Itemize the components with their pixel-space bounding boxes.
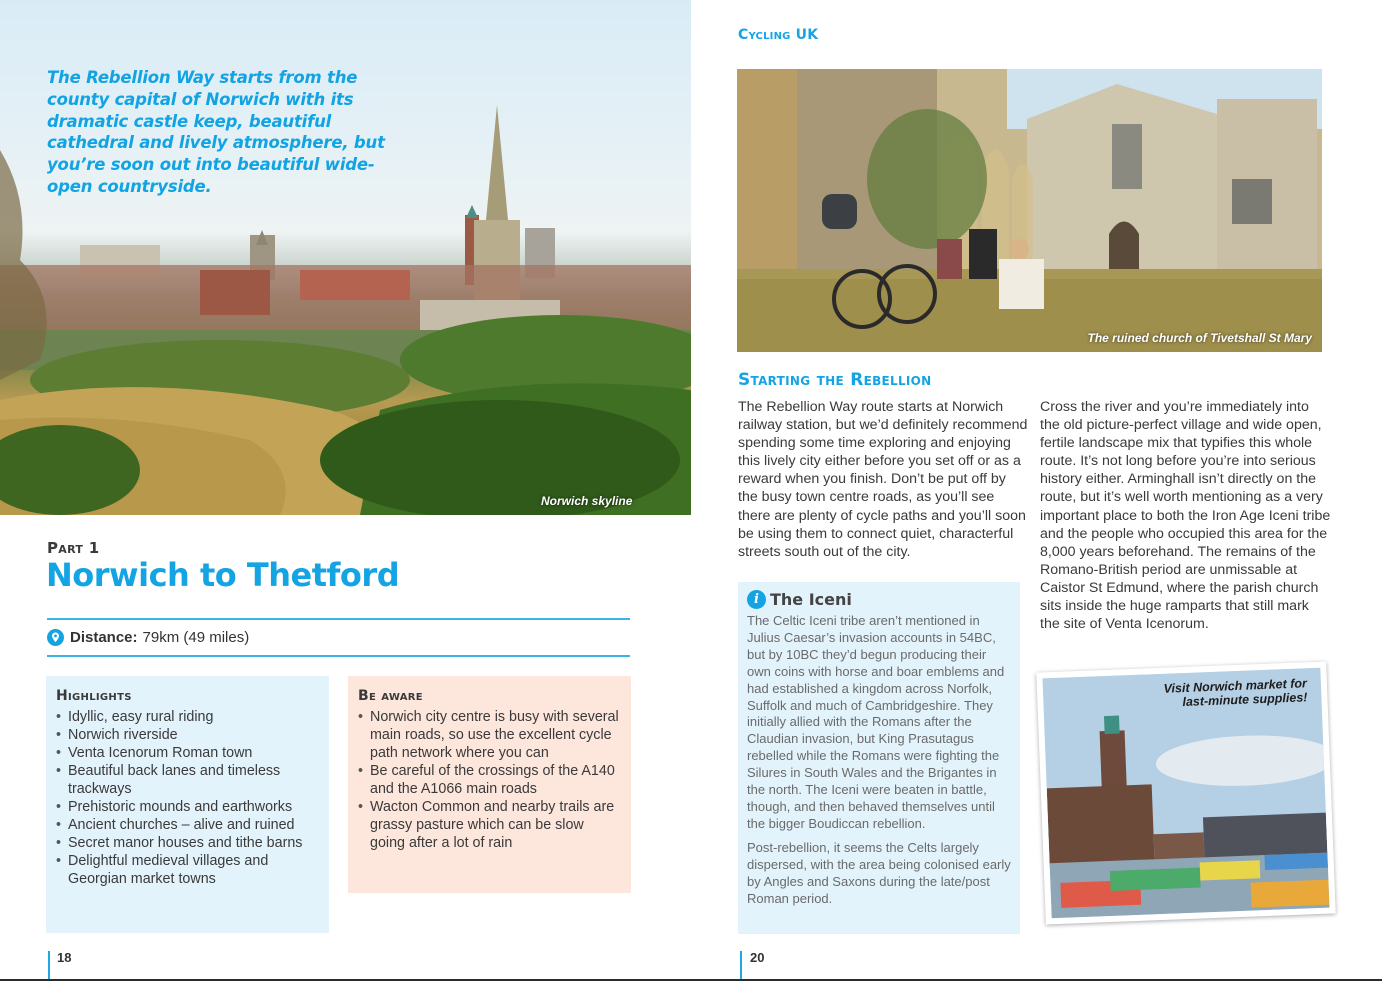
be-aware-list: [358, 708, 621, 852]
divider: [47, 618, 630, 620]
page-number-marker: [48, 951, 50, 981]
list-item: • Delightful medieval villages and Georgian market towns: [56, 852, 319, 888]
page-number-left: 18: [57, 950, 72, 965]
list-item: • Ancient churches – alive and ruined: [56, 816, 319, 834]
iceni-title: The Iceni: [770, 590, 852, 609]
highlights-title: Highlights: [56, 688, 132, 704]
body-column-2: Cross the river and you’re immediately into the old picture-perfect village and wide open, fertile landscape mix that typifies this whole route. It’s not long before you’re into serious history either. Arminghall isn’t directly on the route, but it’s well worth mentioning as a very important place to both the Iron Age Iceni tribe and the people who occupied this area for the 8,000 years beforehand. The remains of the Romano-British period are unmissable at Caistor St Edmund, where the parish church sits inside the huge ramparts that still mark the site of Venta Icenorum.: [1040, 399, 1331, 633]
hero-intro-text: The Rebellion Way starts from the county capital of Norwich with its dramatic castle keep, beautiful cathedral and lively atmosphere, but you’re soon out into beautiful wide-open countryside.: [47, 68, 385, 196]
market-caption-line-1: Visit Norwich market for: [1163, 676, 1308, 696]
list-item: • Prehistoric mounds and earthworks: [56, 798, 319, 816]
skyline-caption: Norwich skyline: [541, 494, 633, 508]
list-item: • Idyllic, easy rural riding: [56, 708, 319, 726]
market-caption: [1163, 676, 1307, 709]
page-title: Norwich to Thetford: [46, 556, 400, 594]
list-item: • Venta Icenorum Roman town: [56, 744, 319, 762]
list-item: • Wacton Common and nearby trails are grassy pasture which can be slow going after a lot of rain: [358, 798, 621, 852]
list-item: • Beautiful back lanes and timeless trackways: [56, 762, 319, 798]
market-photo: [1036, 662, 1335, 925]
body-column-1: The Rebellion Way route starts at Norwich railway station, but we’d definitely recommend spending some time exploring and enjoying this lively city either before you set off or as a reward when you finish. Don’t be put off by the busy town centre roads, as you’ll see there are plenty of cycle paths and you’ll soon be using them to connect quiet, characterful streets south out of the city.: [738, 399, 1028, 560]
iceni-paragraph: Post-rebellion, it seems the Celts largely dispersed, with the area being colonised early by Angles and Saxons during the late/post Roman period.: [747, 839, 1011, 906]
church-caption: The ruined church of Tivetshall St Mary: [1087, 331, 1312, 345]
highlights-list: [56, 708, 319, 888]
church-photo: [737, 69, 1322, 352]
list-item: • Norwich riverside: [56, 726, 319, 744]
map-pin-icon: [47, 629, 64, 646]
be-aware-title: Be aware: [358, 688, 423, 704]
be-aware-box: [348, 676, 631, 893]
norwich-skyline-photo: [0, 0, 691, 515]
list-item: • Norwich city centre is busy with several main roads, so use the excellent cycle path network where you can: [358, 708, 621, 762]
info-icon: i: [747, 590, 766, 609]
market-caption-line-2: last-minute supplies!: [1182, 690, 1308, 710]
distance-label: Distance:: [70, 629, 138, 646]
market-photo-image: [1042, 668, 1329, 918]
divider: [47, 655, 630, 657]
distance-value: 79km (49 miles): [142, 629, 250, 646]
church-illustration: [737, 69, 1322, 352]
running-head: Cycling UK: [738, 27, 819, 43]
page-number-right: 20: [750, 950, 765, 965]
page-number-marker: [740, 951, 742, 981]
iceni-paragraph: The Celtic Iceni tribe aren’t mentioned in Julius Caesar’s invasion accounts in 54BC, but by 10BC they’d begun producing their own coins with horse and boar emblems and had established a kingdom across Norfolk, Suffolk and much of Cambridgeshire. They initially allied with the Romans after the Claudian invasion, but King Prasutagus rebelled while the Romans were fighting the Silures in South Wales and the Brigantes in the north. The Iceni were beaten in battle, though, and then behaved themselves until the bigger Boudiccan rebellion.: [747, 613, 1005, 831]
iceni-sidebar: [738, 582, 1020, 934]
distance-row: [47, 629, 249, 646]
highlights-box: [46, 676, 329, 933]
part-label: Part 1: [47, 539, 100, 557]
list-item: • Be careful of the crossings of the A140 and the A1066 main roads: [358, 762, 621, 798]
list-item: • Secret manor houses and tithe barns: [56, 834, 319, 852]
section-heading: Starting the Rebellion: [738, 370, 932, 390]
iceni-header: [747, 590, 1011, 609]
